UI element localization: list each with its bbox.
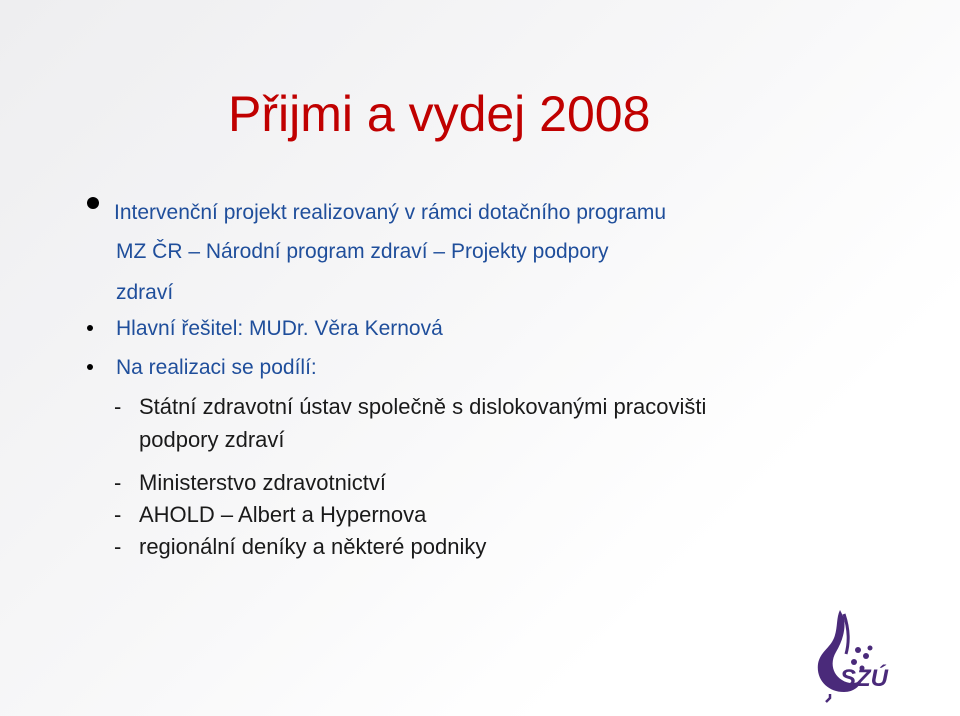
participant-dash: - (114, 470, 122, 495)
bullet-dot (87, 197, 99, 209)
bullet-dot (87, 325, 93, 331)
szu-logo-icon (796, 606, 908, 706)
participant-2-line-1: Ministerstvo zdravotnictví (139, 470, 386, 495)
participant-dash: - (114, 502, 122, 527)
logo-text: SZÚ (840, 665, 888, 692)
participant-3-line-1: AHOLD – Albert a Hypernova (139, 502, 427, 527)
bullet-1-line-2: MZ ČR – Národní program zdraví – Projekty podpory (116, 240, 609, 263)
slide-title: Přijmi a vydej 2008 (228, 86, 651, 142)
bullet-1-line-3: zdraví (116, 281, 174, 304)
participant-dash: - (114, 534, 122, 559)
participant-1-line-1: Státní zdravotní ústav společně s dislokovanými pracovišti (139, 394, 707, 419)
bullet-3-text: Na realizaci se podílí: (116, 356, 317, 379)
bullet-1-line-1: Intervenční projekt realizovaný v rámci dotačního programu (114, 201, 667, 224)
participant-4-line-1: regionální deníky a některé podniky (139, 534, 487, 559)
participant-1-line-2: podpory zdraví (139, 427, 285, 452)
bullet-2-text: Hlavní řešitel: MUDr. Věra Kernová (116, 317, 443, 340)
bullet-dot (87, 364, 93, 370)
participant-dash: - (114, 394, 122, 419)
